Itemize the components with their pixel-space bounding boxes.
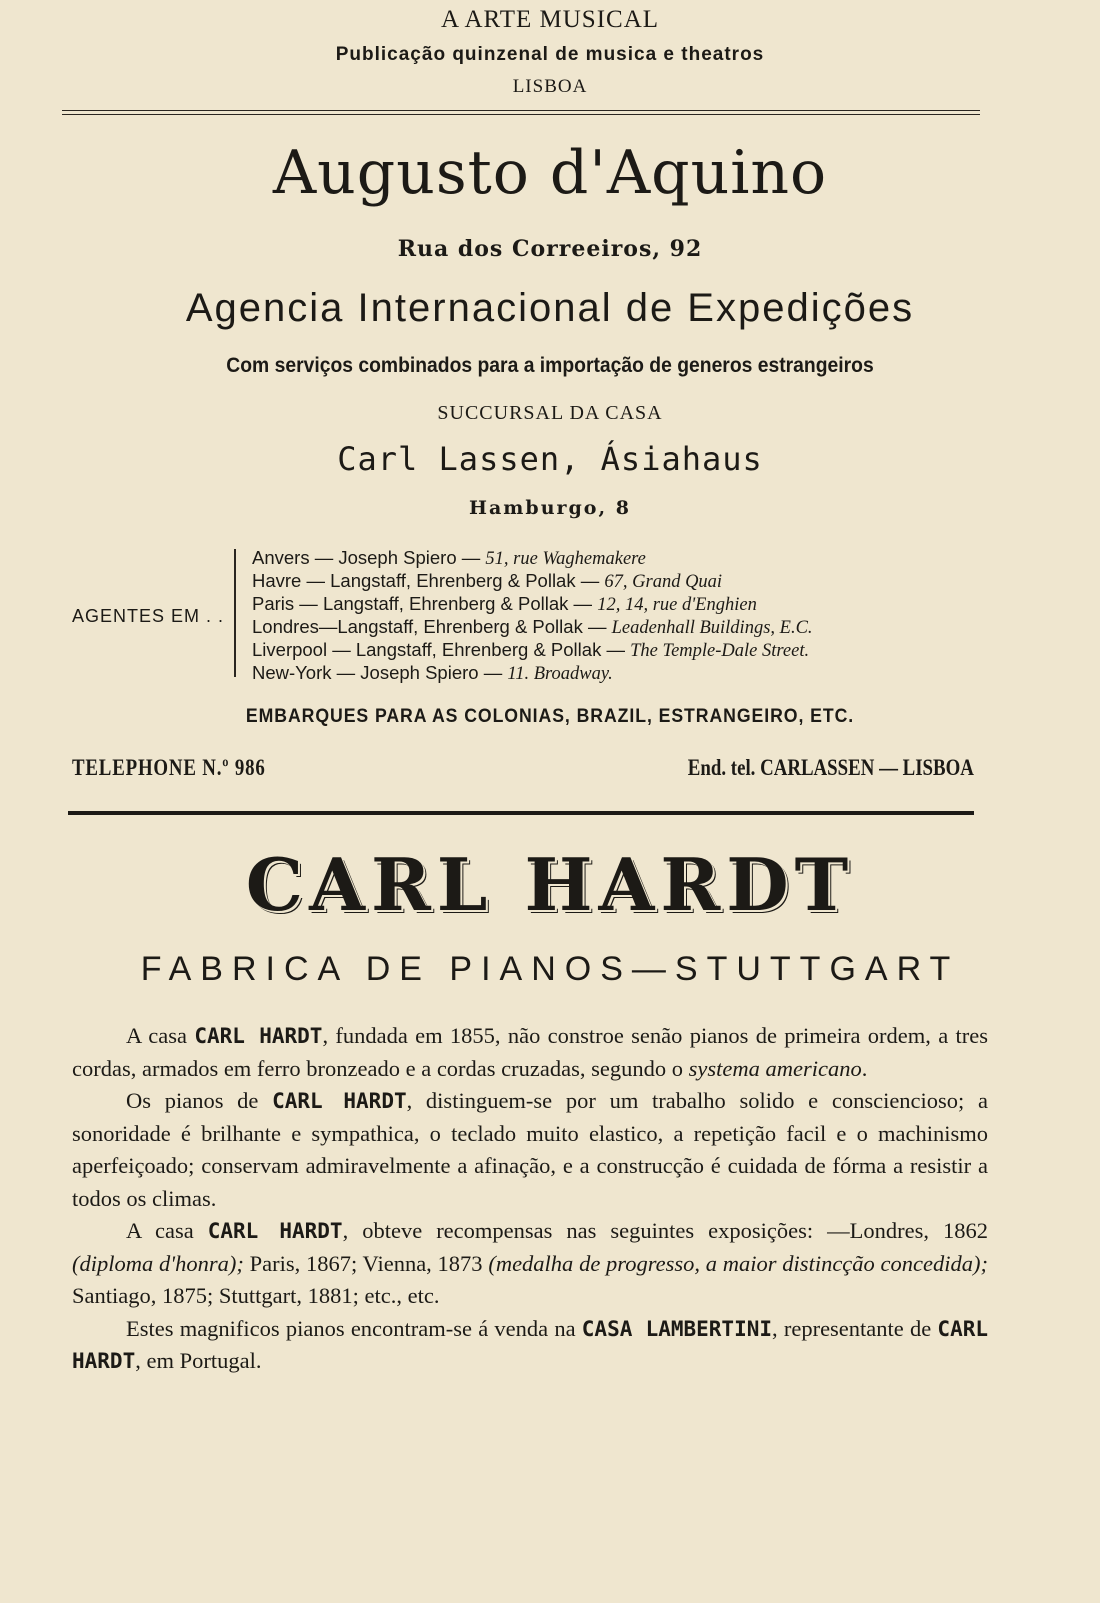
agent-address: 67, Grand Quai [604,572,723,592]
agent-row: Londres—Langstaff, Ehrenberg & Pollak — Leadenhall Buildings, E.C. [252,616,813,638]
advert-divider [68,811,974,815]
agent-city: Londres [252,616,319,637]
advert-body [72,1020,988,1378]
advert-parent-house: Carl Lassen, Ásiahaus [337,440,763,478]
italic-phrase: systema americano [688,1055,862,1081]
advert-services: Com serviços combinados para a importação de generos estrangeiros [226,354,874,377]
agent-row: Paris — Langstaff, Ehrenberg & Pollak — 12, 14, rue d'Enghien [252,593,757,615]
agent-address: 51, rue Waghemakere [485,549,646,569]
advert-succursal: SUCCURSAL DA CASA [437,402,663,424]
advert-name: Augusto d'Aquino [272,138,828,208]
brand-name: CARL HARDT [194,1024,323,1048]
agents-list [252,547,992,685]
brand-logo: CARL HARDT [245,842,855,927]
agent-address: Leadenhall Buildings, E.C. [611,618,813,638]
header-divider [62,110,980,115]
body-paragraph: A casa CARL HARDT, fundada em 1855, não constroe senão pianos de primeira ordem, a tres cordas, armados em ferro bronzeado e a cordas cruzadas, segundo o systema americano. [72,1023,988,1081]
agent-city: Anvers [252,547,310,568]
advert-address: Rua dos Correeiros, 92 [397,236,703,262]
journal-subtitle: Publicação quinzenal de musica e theatros [335,44,765,65]
agent-name: Langstaff, Ehrenberg & Pollak [322,593,569,614]
agent-name: Langstaff, Ehrenberg & Pollak [330,570,576,591]
agent-address: The Temple-Dale Street. [630,641,810,661]
body-paragraph: Os pianos de CARL HARDT, distinguem-se por um trabalho solido e consciencioso; a sonoridade é brilhante e sympathica, o teclado muito elastico, a repetição facil e o machinismo aperfeiçoado; conservam admiravelmente a afinação, e a construcção é cuidada de fórma a resistir a todos os climas. [72,1088,988,1211]
advert-parent-city: Hamburgo, 8 [469,497,631,519]
factory-heading: FABRICA DE PIANOS—STUTTGART [140,950,960,988]
agents-label: AGENTES EM . . [72,606,225,626]
journal-title: A ARTE MUSICAL [440,6,660,33]
agent-row: New-York — Joseph Spiero — 11. Broadway. [252,662,613,684]
agent-name: Joseph Spiero [338,547,457,568]
italic-phrase: (diploma d'honra); [72,1250,244,1276]
agent-city: Paris [252,593,295,614]
advert-telegraph-address: End. tel. CARLASSEN — LISBOA [687,755,974,780]
agent-address: 12, 14, rue d'Enghien [597,595,757,615]
agent-name: Joseph Spiero [360,662,479,683]
advert-agency: Agencia Internacional de Expedições [185,286,915,330]
advert-shipping: EMBARQUES PARA AS COLONIAS, BRAZIL, ESTRANGEIRO, ETC. [245,706,855,727]
agent-city: Havre [252,570,302,591]
agent-row: Havre — Langstaff, Ehrenberg & Pollak — 67, Grand Quai [252,570,723,592]
italic-phrase: (medalha de progresso, a maior distincção concedida); [488,1250,988,1276]
agent-city: New-York [252,662,332,683]
agent-name: Langstaff, Ehrenberg & Pollak [337,616,583,637]
advert-telephone: TELEPHONE N.º 986 [72,755,266,780]
body-paragraph: Estes magnificos pianos encontram-se á venda na CASA LAMBERTINI, representante de CARL HARDT, em Portugal. [72,1315,988,1373]
brand-name: CARL HARDT [207,1219,343,1243]
shop-name: CASA LAMBERTINI [581,1316,773,1341]
brand-name: CARL HARDT [72,1316,988,1373]
journal-city: LISBOA [512,76,588,97]
agents-brace [234,549,242,677]
brand-name: CARL HARDT [272,1089,407,1113]
agent-city: Liverpool [252,639,328,660]
body-paragraph: A casa CARL HARDT, obteve recompensas nas seguintes exposições: —Londres, 1862 (diploma d'honra); Paris, 1867; Vienna, 1873 (medalha de progresso, a maior distincção concedida); Santiago, 1875; Stuttgart, 1881; etc., etc. [72,1218,988,1308]
agent-name: Langstaff, Ehrenberg & Pollak [355,639,602,660]
agent-row: Liverpool — Langstaff, Ehrenberg & Pollak — The Temple-Dale Street. [252,639,810,661]
agent-row: Anvers — Joseph Spiero — 51, rue Waghemakere [252,547,646,569]
agent-address: 11. Broadway. [507,664,613,684]
